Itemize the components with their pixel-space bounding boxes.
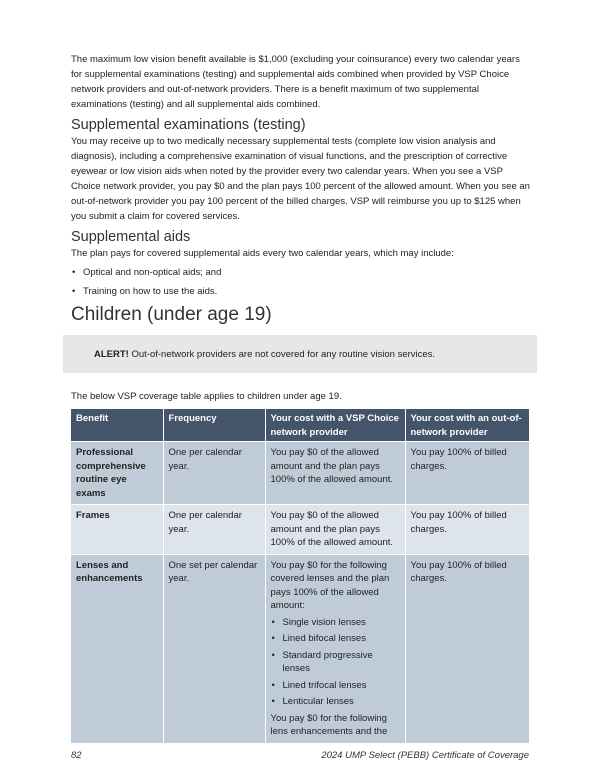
list-item: • Lined trifocal lenses: [271, 679, 400, 693]
footer-title: 2024 UMP Select (PEBB) Certificate of Coverage: [321, 749, 529, 761]
table-header-row: [71, 409, 529, 442]
frequency-cell: One per calendar year.: [163, 505, 265, 555]
benefit-cell: Professional comprehensive routine eye exams: [71, 442, 163, 505]
column-header: Your cost with an out-of-network provider: [405, 409, 529, 442]
supplemental-aids-text: The plan pays for covered supplemental aids every two calendar years, which may include:: [71, 248, 454, 259]
oon-cost-cell: You pay 100% of billed charges.: [405, 505, 529, 555]
table-row: [71, 505, 529, 555]
coverage-table: [71, 409, 530, 743]
list-item: • Lenticular lenses: [271, 695, 400, 709]
network-cost-cell: You pay $0 of the allowed amount and the plan pays 100% of the allowed amount.: [265, 442, 405, 505]
lens-list: [271, 616, 400, 709]
section-heading-supplemental-exams: Supplemental examinations (testing): [71, 117, 306, 133]
frequency-cell: One per calendar year.: [163, 442, 265, 505]
column-header: Benefit: [71, 409, 163, 442]
section-heading-supplemental-aids: Supplemental aids: [71, 229, 191, 245]
list-item: • Standard progressive lenses: [271, 649, 400, 676]
supplemental-exams-paragraph: You may receive up to two medically necessary supplemental tests (complete low vision analysis and diagnosis), including a comprehensive examination of visual functions, and the prescription of corrective eyewear or low vision aids when noted by the provider every two calendar years. When you see a VSP Choice network provider, you pay $0 and the plan pays 100 percent of the allowed amount. When you see an out-of-network provider you pay 100 percent of the billed charges. VSP will reimburse you up to $125 when you submit a claim for covered services.: [71, 136, 530, 222]
page-number: 82: [71, 749, 82, 761]
network-cost-cell: You pay $0 of the allowed amount and the plan pays 100% of the allowed amount.: [265, 505, 405, 555]
list-item: • Single vision lenses: [271, 616, 400, 630]
network-cost-text: You pay $0 for the following covered lenses and the plan pays 100% of the allowed amount:: [270, 559, 390, 611]
alert-label: ALERT!: [94, 349, 129, 360]
list-item: • Lined bifocal lenses: [271, 632, 400, 646]
list-item: • Training on how to use the aids.: [71, 284, 533, 299]
table-intro: The below VSP coverage table applies to children under age 19.: [71, 391, 342, 402]
network-cost-cell: [265, 554, 405, 743]
frequency-cell: One set per calendar year.: [163, 554, 265, 743]
alert-box: [63, 335, 537, 373]
alert-text: Out-of-network providers are not covered for any routine vision services.: [128, 349, 436, 360]
column-header: Frequency: [163, 409, 265, 442]
supplemental-aids-body: [71, 246, 533, 299]
children-heading: Children (under age 19): [71, 304, 272, 325]
page-footer: [71, 749, 529, 762]
intro-paragraph: The maximum low vision benefit available is $1,000 (excluding your coinsurance) every two calendar years for supplemental examinations (testing) and supplemental aids combined when provided by VSP Choice network providers and out-of-network providers. There is a benefit maximum of two supplemental examinations (testing) and all supplemental aids combined.: [71, 54, 520, 110]
supplemental-aids-list: [71, 265, 533, 299]
oon-cost-cell: You pay 100% of billed charges.: [405, 554, 529, 743]
benefit-cell: Frames: [71, 505, 163, 555]
table-row: [71, 442, 529, 505]
network-cost-text-continued: You pay $0 for the following lens enhancements and the: [270, 712, 388, 737]
benefit-cell: Lenses and enhancements: [71, 554, 163, 743]
oon-cost-cell: You pay 100% of billed charges.: [405, 442, 529, 505]
table-row: [71, 554, 529, 743]
list-item: • Optical and non-optical aids; and: [71, 265, 533, 280]
column-header: Your cost with a VSP Choice network provider: [265, 409, 405, 442]
